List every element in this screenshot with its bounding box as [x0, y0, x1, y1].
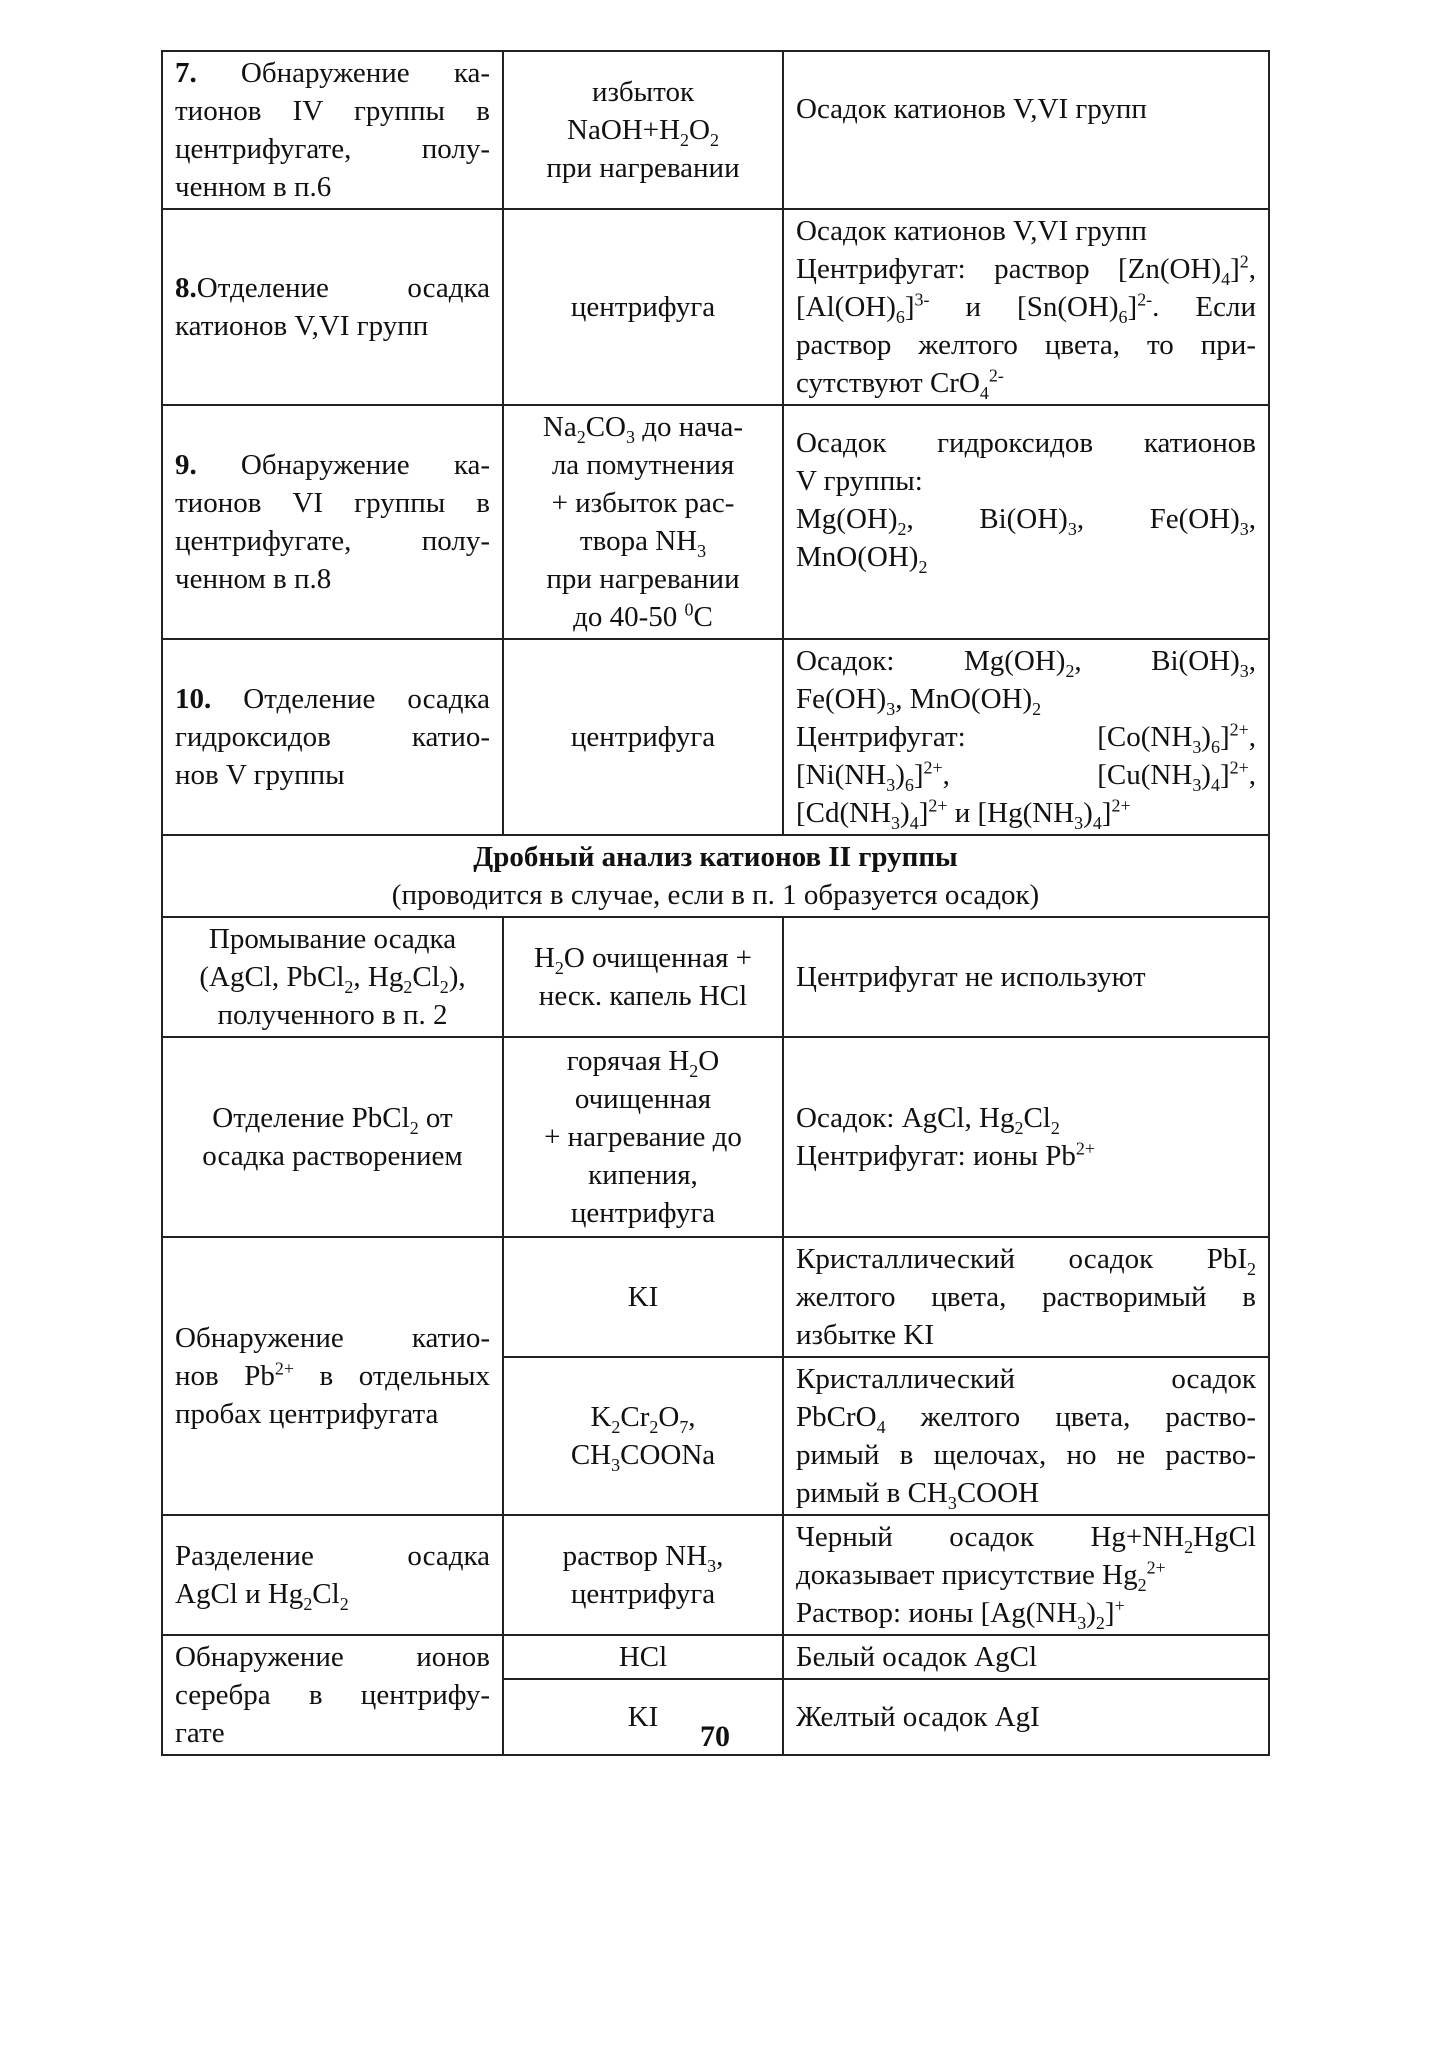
step-cell: 9. Обнаружение ка- тионов VI группы в центрифугате, полу- ченном в п.8	[162, 405, 503, 639]
table-row	[162, 1237, 1269, 1357]
step-cell: Разделение осадка AgCl и $Hg_2Cl_2$	[162, 1515, 503, 1635]
section-header-row	[162, 835, 1269, 917]
table-row	[162, 1037, 1269, 1237]
step-cell: 7. Обнаружение ка- тионов IV группы в центрифугате, полу- ченном в п.6	[162, 51, 503, 209]
page-number: 70	[700, 1720, 730, 1753]
result-cell: Осадок катионов V,VI групп Центрифугат: раствор $[Zn(OH)_4]^2$, $[Al(OH)_6]^{3-}$ и $[Sn(OH)_6]^{2-}$. Если раствор желтого цвета, то при- сутствуют CrO$_4^{2-}$	[783, 209, 1269, 405]
section-title: Дробный анализ катионов II группы	[473, 841, 958, 873]
section-subtitle: (проводится в случае, если в п. 1 образуется осадок)	[391, 879, 1040, 911]
reagent-cell: HCl	[503, 1635, 783, 1679]
step-cell: Обнаружение катио- нов $Pb^{2+}$ в отдельных пробах центрифугата	[162, 1237, 503, 1515]
table-row	[162, 51, 1269, 209]
table-row	[162, 1515, 1269, 1635]
table-row	[162, 917, 1269, 1037]
result-cell: Осадок: AgCl, $Hg_2Cl_2$ Центрифугат: ионы $Pb^{2+}$	[783, 1037, 1269, 1237]
table-row	[162, 1635, 1269, 1679]
result-cell: Центрифугат не используют	[783, 917, 1269, 1037]
step-cell: Обнаружение ионов серебра в центрифу- гате	[162, 1635, 503, 1755]
result-cell: Черный осадок $Hg+NH_2HgCl$ доказывает присутствие $Hg_2^{2+}$ Раствор: ионы $[Ag(NH_3)_2]^+$	[783, 1515, 1269, 1635]
reagent-cell: KI	[503, 1237, 783, 1357]
result-cell: Желтый осадок AgI	[783, 1679, 1269, 1755]
table-row	[162, 209, 1269, 405]
reagent-cell: $H_2O$ очищенная + неск. капель HCl	[503, 917, 783, 1037]
result-cell: Кристаллический осадок PbI$_2$ желтого цвета, растворимый в избытке KI	[783, 1237, 1269, 1357]
result-cell: Белый осадок AgCl	[783, 1635, 1269, 1679]
table-row	[162, 639, 1269, 835]
step-cell: 8.Отделение осадка катионов V,VI групп	[162, 209, 503, 405]
section-header	[162, 835, 1269, 917]
reagent-cell: $Na_2CO_3$ до нача- ла помутнения + избыток рас- твора $NH_3$ при нагревании до 40-50 $^0$C	[503, 405, 783, 639]
analysis-table	[161, 50, 1270, 1756]
reagent-cell: раствор $NH_3$, центрифуга	[503, 1515, 783, 1635]
reagent-cell: избыток $NaOH+H_2O_2$ при нагревании	[503, 51, 783, 209]
result-cell: Осадок: $Mg(OH)_2$, $Bi(OH)_3$, $Fe(OH)_3$, $MnO(OH)_2$ Центрифугат: $[Co(NH_3)_6]^{2+}$, $[Ni(NH_3)_6]^{2+}$, $[Cu(NH_3)_4]^{2+}$, $[Cd(NH_3)_4]^{2+}$ и $[Hg(NH_3)_4]^{2+}$	[783, 639, 1269, 835]
step-cell: 10. Отделение осадка гидроксидов катио- нов V группы	[162, 639, 503, 835]
reagent-cell: центрифуга	[503, 209, 783, 405]
result-cell: Осадок гидроксидов катионов V группы: $Mg(OH)_2$, $Bi(OH)_3$, $Fe(OH)_3$, $MnO(OH)_2$	[783, 405, 1269, 639]
table-row	[162, 405, 1269, 639]
reagent-cell: горячая $H_2O$ очищенная + нагревание до кипения, центрифуга	[503, 1037, 783, 1237]
reagent-cell: $K_2Cr_2O_7$, $CH_3COONa$	[503, 1357, 783, 1515]
step-cell: Отделение PbCl$_2$ от осадка растворением	[162, 1037, 503, 1237]
step-cell: Промывание осадка (AgCl, PbCl$_2$, $Hg_2Cl_2$), полученного в п. 2	[162, 917, 503, 1037]
result-cell: Кристаллический осадок PbCrO$_4$ желтого цвета, раство- римый в щелочах, но не раство- римый в $CH_3COOH$	[783, 1357, 1269, 1515]
result-cell: Осадок катионов V,VI групп	[783, 51, 1269, 209]
reagent-cell: центрифуга	[503, 639, 783, 835]
reagent-cell: KI	[503, 1679, 783, 1755]
